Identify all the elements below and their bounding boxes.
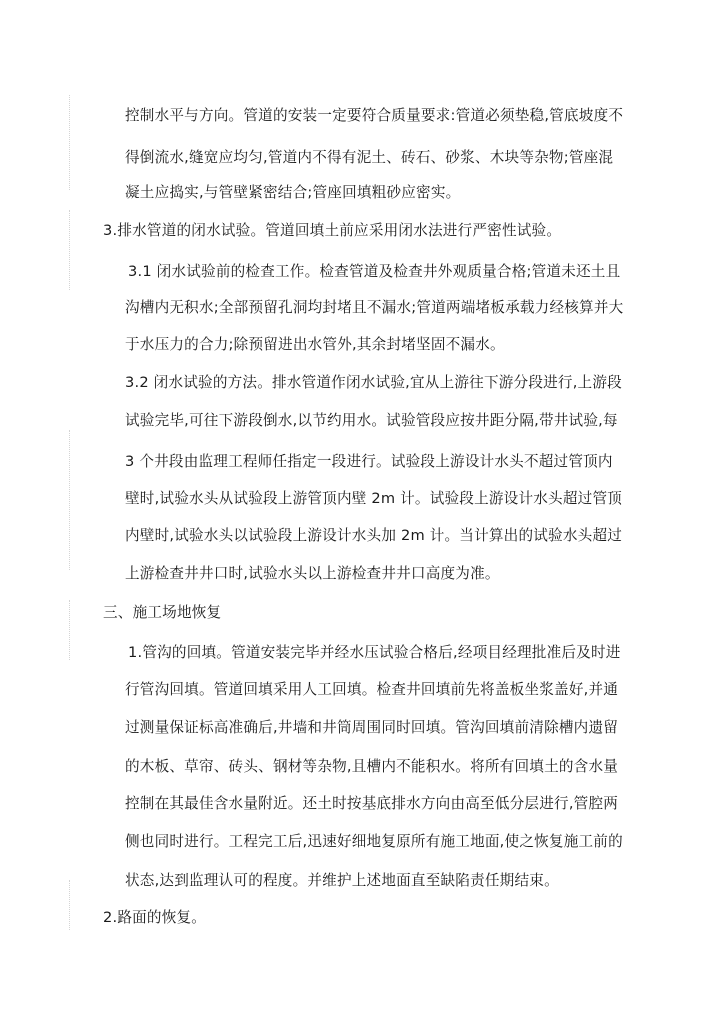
margin-mark <box>69 210 70 290</box>
paragraph-line: 1.管沟的回填。管道安装完毕并经水压试验合格后,经项目经理批准后及时进 <box>128 644 621 661</box>
paragraph-line: 过测量保证标高准确后,井墙和井筒周围同时回填。管沟回填前清除槽内遗留 <box>125 719 619 736</box>
margin-mark <box>69 600 70 660</box>
paragraph-line: 侧也同时进行。工程完工后,迅速好细地复原所有施工地面,使之恢复施工前的 <box>125 833 623 850</box>
section-heading: 三、施工场地恢复 <box>103 604 222 621</box>
paragraph-line: 的木板、草帘、砖头、钢材等杂物,且槽内不能积水。将所有回填土的含水量 <box>125 758 619 775</box>
paragraph-line: 试验完毕,可往下游段倒水,以节约用水。试验管段应按井距分隔,带井试验,每 <box>125 412 618 429</box>
paragraph-line: 3 个井段由监理工程师任指定一段进行。试验段上游设计水头不超过管顶内 <box>125 453 613 470</box>
paragraph-line: 壁时,试验水头从试验段上游管顶内壁 2m 计。试验段上游设计水头超过管顶 <box>125 490 623 507</box>
paragraph-line: 状态,达到监理认可的程度。并维护上述地面直至缺陷责任期结束。 <box>125 872 559 889</box>
paragraph-line: 3.1 闭水试验前的检查工作。检查管道及检查井外观质量合格;管道未还土且 <box>128 263 621 280</box>
margin-mark <box>69 95 70 190</box>
paragraph-line: 行管沟回填。管道回填采用人工回填。检查井回填前先将盖板坐浆盖好,并通 <box>125 681 619 698</box>
margin-mark <box>69 880 70 930</box>
section-heading: 2.路面的恢复。 <box>103 909 207 926</box>
paragraph-line: 凝土应捣实,与管壁紧密结合;管座回填粗砂应密实。 <box>125 184 461 201</box>
paragraph-line: 控制水平与方向。管道的安装一定要符合质量要求:管道必须垫稳,管底坡度不 <box>125 107 624 124</box>
paragraph-line: 内壁时,试验水头以试验段上游设计水头加 2m 计。当计算出的试验水头超过 <box>125 527 623 544</box>
paragraph-line: 控制在其最佳含水量附近。还土时按基底排水方向由高至低分层进行,管腔两 <box>125 795 619 812</box>
paragraph-line: 上游检查井井口时,试验水头以上游检查井井口高度为准。 <box>125 565 500 582</box>
paragraph-line: 于水压力的合力;除预留进出水管外,其余封堵坚固不漏水。 <box>125 336 505 353</box>
paragraph-line: 得倒流水,缝宽应均匀,管道内不得有泥土、砖石、砂浆、木块等杂物;管座混 <box>125 149 614 166</box>
margin-mark <box>69 430 70 570</box>
paragraph-line: 3.2 闭水试验的方法。排水管道作闭水试验,宜从上游往下游分段进行,上游段 <box>125 374 622 391</box>
paragraph-line: 沟槽内无积水;全部预留孔洞均封堵且不漏水;管道两端堵板承载力经核算并大 <box>125 299 624 316</box>
section-heading: 3.排水管道的闭水试验。管道回填土前应采用闭水法进行严密性试验。 <box>103 222 562 239</box>
